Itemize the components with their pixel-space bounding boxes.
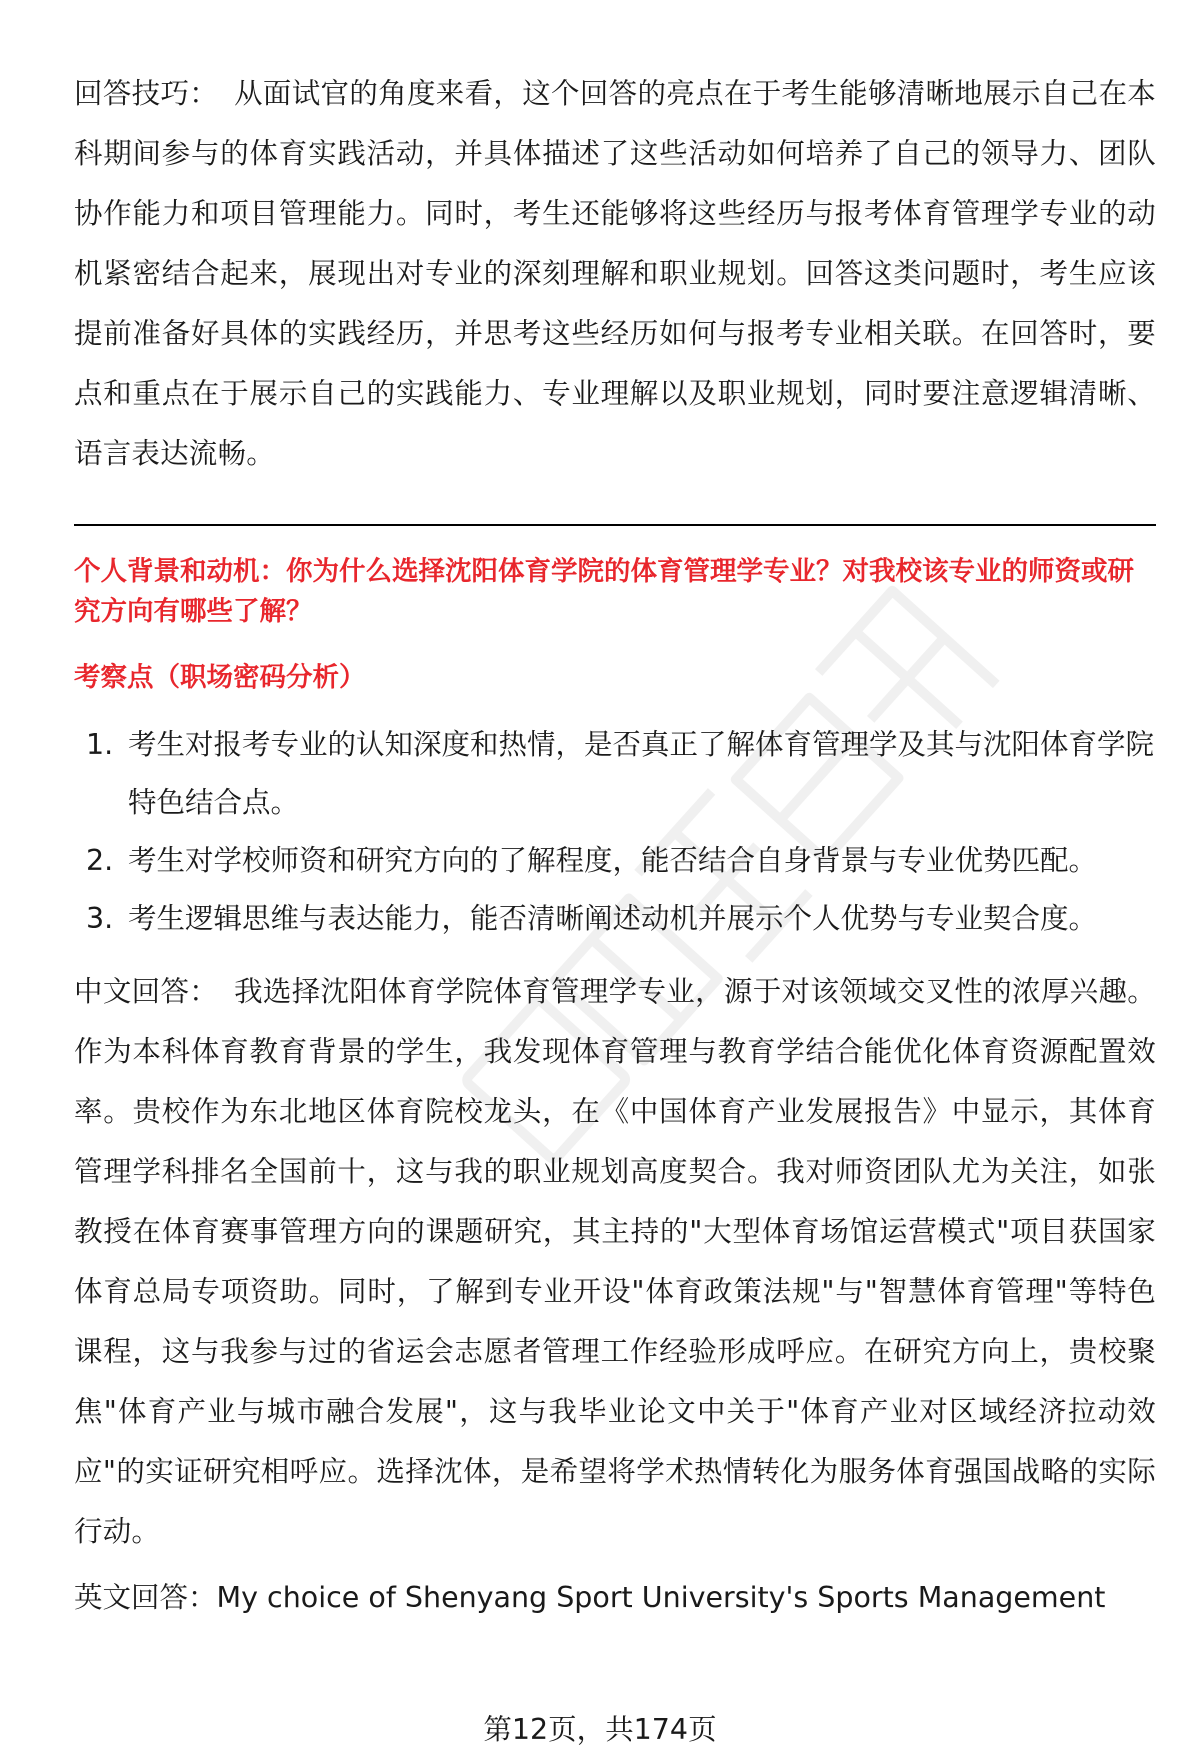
assessment-point [74, 890, 1156, 948]
point-text: 考生逻辑思维与表达能力，能否清晰阐述动机并展示个人优势与专业契合度。 [128, 902, 1098, 935]
assessment-points-list [74, 716, 1156, 948]
en-answer-text: My choice of Shenyang Sport University's Sports Management [216, 1581, 1106, 1614]
point-number: 2. [86, 844, 114, 877]
cn-answer-paragraph [74, 962, 1156, 1562]
question-heading: 个人背景和动机：你为什么选择沈阳体育学院的体育管理学专业？对我校该专业的师资或研究方向有哪些了解？ [74, 556, 1134, 627]
point-number: 3. [86, 902, 114, 935]
assessment-point [74, 832, 1156, 890]
en-answer-label: 英文回答： [74, 1581, 217, 1614]
cn-answer-text: 我选择沈阳体育学院体育管理学专业，源于对该领域交叉性的浓厚兴趣。作为本科体育教育背景的学生，我发现体育管理与教育学结合能优化体育资源配置效率。贵校作为东北地区体育院校龙头，在《中国体育产业发展报告》中显示，其体育管理学科排名全国前十，这与我的职业规划高度契合。我对师资团队尤为关注，如张教授在体育赛事管理方向的课题研究，其主持的"大型体育场馆运营模式"项目获国家体育总局专项资助。同时，了解到专业开设"体育政策法规"与"智慧体育管理"等特色课程，这与我参与过的省运会志愿者管理工作经验形成呼应。在研究方向上，贵校聚焦"体育产业与城市融合发展"，这与我毕业论文中关于"体育产业对区域经济拉动效应"的实证研究相呼应。选择沈体，是希望将学术热情转化为服务体育强国战略的实际行动。 [74, 975, 1156, 1548]
point-text: 考生对学校师资和研究方向的了解程度，能否结合自身背景与专业优势匹配。 [128, 844, 1098, 877]
cn-answer-label: 中文回答： [74, 975, 219, 1008]
tips-text: 从面试官的角度来看，这个回答的亮点在于考生能够清晰地展示自己在本科期间参与的体育实践活动，并具体描述了这些活动如何培养了自己的领导力、团队协作能力和项目管理能力。同时，考生还能够将这些经历与报考体育管理学专业的动机紧密结合起来，展现出对专业的深刻理解和职业规划。回答这类问题时，考生应该提前准备好具体的实践经历，并思考这些经历如何与报考专业相关联。在回答时，要点和重点在于展示自己的实践能力、专业理解以及职业规划，同时要注意逻辑清晰、语言表达流畅。 [74, 77, 1156, 470]
point-text: 考生对报考专业的认知深度和热情，是否真正了解体育管理学及其与沈阳体育学院特色结合点。 [128, 728, 1155, 819]
assessment-point [74, 716, 1156, 832]
assessment-title: 考察点（职场密码分析） [74, 662, 366, 693]
en-answer-paragraph [74, 1578, 1156, 1618]
section-divider [74, 524, 1156, 526]
document-page [74, 64, 1156, 1618]
tips-label: 回答技巧： [74, 77, 219, 110]
point-number: 1. [86, 728, 114, 761]
page-number-footer: 第12页，共174页 [483, 1713, 717, 1746]
tips-paragraph [74, 64, 1156, 484]
